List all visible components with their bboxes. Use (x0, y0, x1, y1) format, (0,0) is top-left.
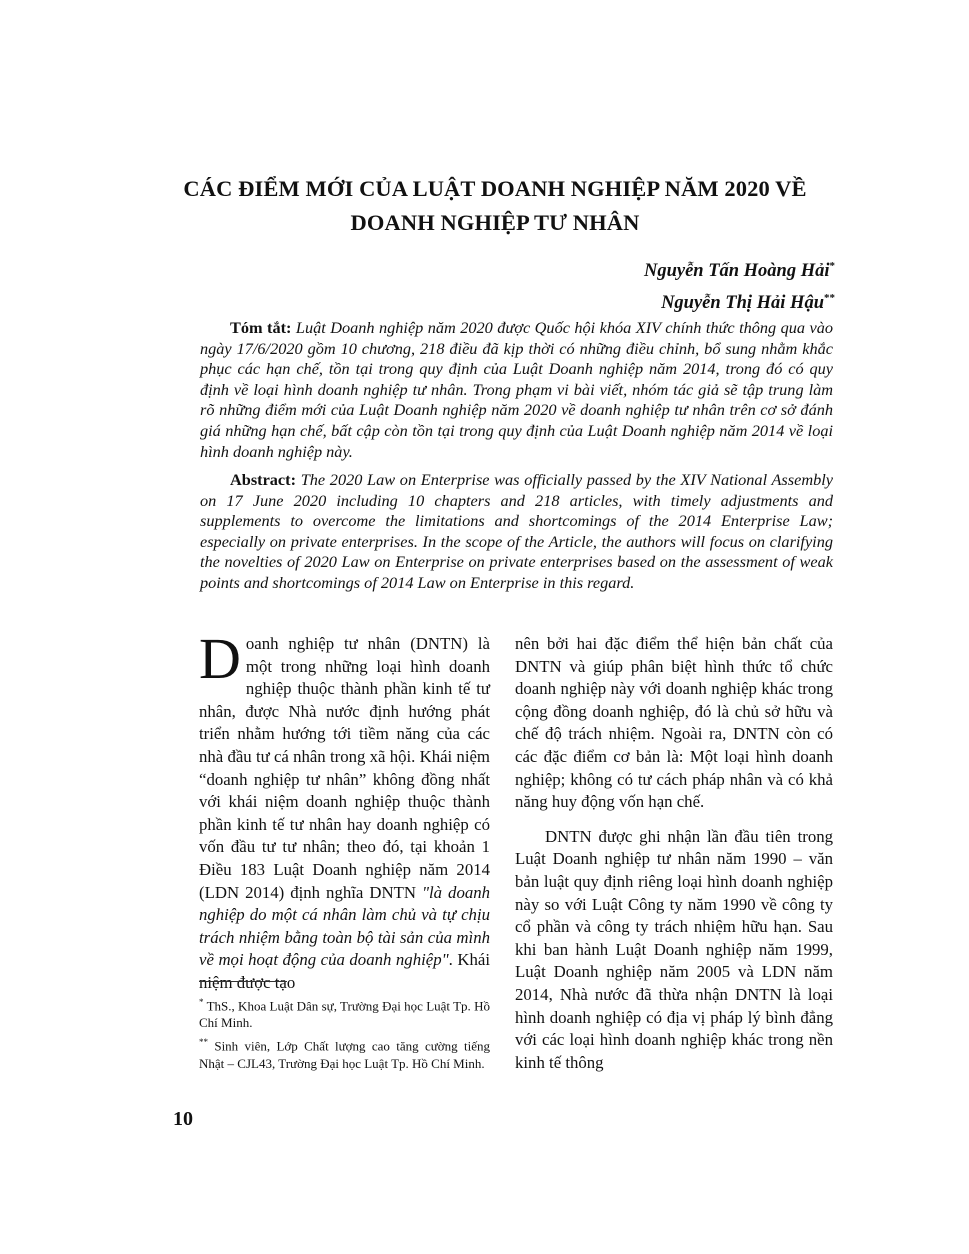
abstract-english (200, 470, 833, 594)
footnote-1-mark: * (199, 997, 204, 1007)
abstract-en-text: The 2020 Law on Enterprise was officially passed by the XIV National Assembly on 17 June 2020 including 10 chapters and 218 articles, with timely adjustments and supplements to overcome the limitations and shortcomings of the 2014 Enterprise Law; especially on private enterprises. In the scope of the Article, the authors will focus on clarifying the novelties of 2020 Law on Enterprise on private enterprises based on the assessment of weak points and shortcomings of 2014 Law on Enterprise in this regard. (200, 470, 833, 592)
author-2-footnote-mark: ** (824, 292, 835, 305)
drop-cap: D (199, 626, 241, 691)
definition-quote: "là doanh nghiệp do một cá nhân làm chủ và tự chịu trách nhiệm bằng toàn bộ tài sản của mình về mọi hoạt động của doanh nghiệp" (199, 882, 491, 970)
author-2 (644, 285, 835, 317)
body-column-right (515, 633, 833, 1074)
footnote-2 (199, 1034, 490, 1071)
article-title-line-1: CÁC ĐIỂM MỚI CỦA LUẬT DOANH NGHIỆP NĂM 2020 VỀ (183, 176, 807, 201)
footnote-divider (199, 981, 287, 982)
author-1 (644, 253, 835, 285)
footnote-1-text: ThS., Khoa Luật Dân sự, Trường Đại học Luật Tp. Hồ Chí Minh. (199, 998, 491, 1031)
abstract-vi-text: Luật Doanh nghiệp năm 2020 được Quốc hội khóa XIV chính thức thông qua vào ngày 17/6/2020 gồm 10 chương, 218 điều đã kịp thời có những điều chỉnh, bổ sung nhằm khắc phục các hạn chế, tồn tại trong quy định của Luật Doanh nghiệp năm 2014, trong đó có quy định về loại hình doanh nghiệp tư nhân. Trong phạm vi bài viết, nhóm tác giả sẽ tập trung làm rõ những điểm mới của Luật Doanh nghiệp năm 2020 về doanh nghiệp tư nhân trên cơ sở đánh giá những hạn chế, bất cập còn tồn tại trong quy định của Luật Doanh nghiệp năm 2014 về loại hình doanh nghiệp này. (200, 318, 834, 461)
body-column-left (199, 626, 491, 995)
footnote-2-mark: ** (199, 1037, 208, 1048)
page-number: 10 (173, 1108, 193, 1130)
abstract-en-label: Abstract: (230, 470, 297, 489)
footnote-2-text: Sinh viên, Lớp Chất lượng cao tăng cường tiếng Nhật – CJL43, Trường Đại học Luật Tp. Hồ Chí Minh. (199, 1038, 491, 1071)
body-text-a: oanh nghiệp tư nhân (DNTN) là một trong những loại hình doanh nghiệp thuộc thành phần kinh tế tư nhân, được Nhà nước định hướng phát triển nhằm hướng tới tiềm năng của các nhà đầu tư cá nhân trong xã hội. Khái niệm “doanh nghiệp tư nhân” không đồng nhất với khái niệm doanh nghiệp thuộc thành phần kinh tế tư nhân hay doanh nghiệp có vốn đầu tư tư nhân; theo đó, tại khoản 1 Điều 183 Luật Doanh nghiệp năm 2014 (LDN 2014) định nghĩa DNTN (199, 634, 490, 902)
author-2-name: Nguyễn Thị Hải Hậu (661, 293, 824, 314)
body-paragraph-3: DNTN được ghi nhận lần đầu tiên trong Luật Doanh nghiệp tư nhân năm 1990 – văn bản luật quy định riêng loại hình doanh nghiệp này so với Luật Công ty năm 1990 về công ty cổ phần và công ty trách nhiệm hữu hạn. Sau khi ban hành Luật Doanh nghiệp năm 1999, Luật Doanh nghiệp năm 2005 và LDN năm 2014, Nhà nước đã thừa nhận DNTN là loại hình doanh nghiệp có địa vị pháp lý bình đẳng với các loại hình doanh nghiệp khác trong nền kinh tế thông (515, 826, 833, 1072)
author-1-name: Nguyễn Tấn Hoàng Hải (643, 261, 830, 282)
article-title (150, 172, 840, 240)
article-title-line-2: DOANH NGHIỆP TƯ NHÂN (350, 210, 640, 235)
abstract-vi-label: Tóm tắt: (230, 318, 292, 337)
footnotes (199, 994, 490, 1075)
footnote-1 (199, 994, 490, 1031)
body-paragraph-2: nên bởi hai đặc điểm thể hiện bản chất của DNTN và giúp phân biệt hình thức tổ chức doanh nghiệp này với doanh nghiệp khác trong cộng đồng doanh nghiệp, đó là chủ sở hữu và chế độ trách nhiệm. Ngoài ra, DNTN còn có các đặc điểm cơ bản là: Một loại hình doanh nghiệp; không có tư cách pháp nhân và có khả năng huy động vốn hạn chế. (515, 634, 833, 812)
body-text-b: . Khái niệm được tạo (199, 950, 490, 992)
author-list (644, 253, 835, 317)
abstract-vietnamese (200, 318, 833, 462)
body-paragraph-1 (199, 626, 491, 995)
author-1-footnote-mark: * (829, 260, 835, 272)
